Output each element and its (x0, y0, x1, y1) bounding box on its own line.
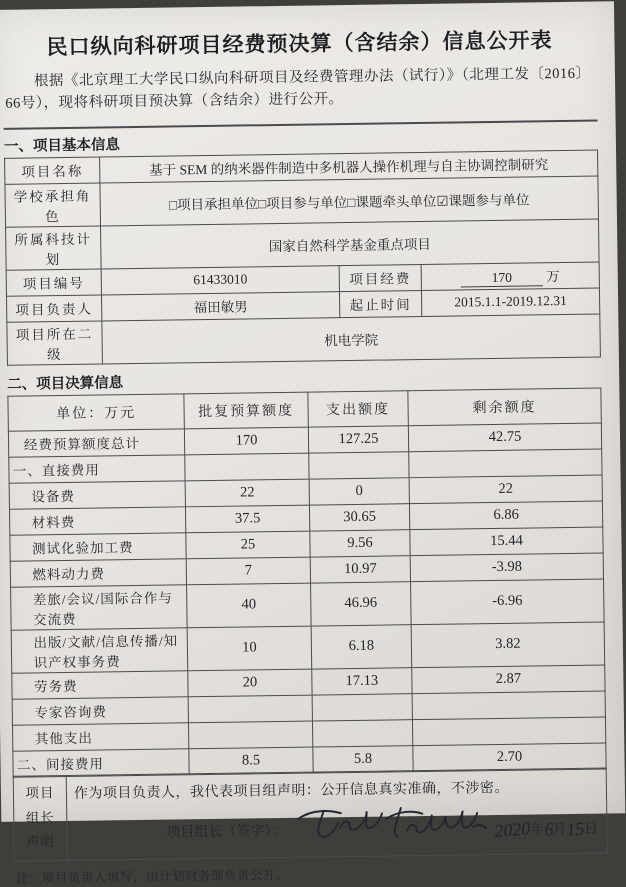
program-value: 国家自然科学基金重点项目 (101, 219, 600, 269)
page-title: 民口纵向科研项目经费预决算（含结余）信息公开表 (46, 28, 553, 60)
paper-sheet (0, 1, 625, 886)
spent-value: 30.65 (309, 503, 409, 530)
remaining-header: 剩余额度 (408, 388, 601, 426)
declaration-row (13, 768, 607, 861)
intro-paragraph: 根据《北京理工大学民口纵向科研项目及经费管理办法（试行）》（北理工发〔2016〕66号），现将科研项目预决算（含结余）进行公开。 (5, 65, 591, 112)
approved-budget-value: 10 (187, 626, 312, 671)
spent-value: 46.96 (311, 581, 412, 625)
funding-label: 项目经费 (339, 264, 421, 291)
section2-heading: 二、项目决算信息 (7, 374, 124, 393)
spent-value (312, 693, 412, 720)
leader-label: 项目负责人 (6, 294, 101, 321)
handwritten-signature (287, 799, 493, 850)
budget-row-label: 测试化验加工费 (10, 532, 186, 560)
approved-budget-value: 22 (185, 479, 309, 507)
spent-value (312, 719, 412, 746)
project-number-label: 项目编号 (6, 268, 101, 295)
school-role-label: 学校承担角色 (5, 182, 101, 226)
basic-info-table (4, 149, 601, 365)
approved-budget-value: 37.5 (185, 505, 309, 533)
program-label: 所属科技计划 (6, 225, 102, 269)
declaration-label-line: 组长 (25, 809, 55, 826)
spent-header: 支出额度 (308, 390, 408, 426)
period-label: 起止时间 (339, 290, 421, 317)
unit-value: 机电学院 (102, 314, 601, 364)
approved-budget-value (188, 721, 312, 749)
budget-row-label: 一、直接费用 (9, 454, 185, 482)
remaining-value (412, 690, 605, 719)
approved-budget-value (188, 695, 312, 723)
declaration-table (13, 767, 608, 861)
remaining-value: -6.96 (411, 578, 605, 624)
approved-budget-value: 170 (184, 427, 308, 455)
remaining-value: 3.82 (411, 621, 605, 667)
section1-heading: 一、项目基本信息 (4, 119, 598, 157)
project-name-value: 基于 SEM 的纳米器件制造中多机器人操作机理与自主协调控制研究 (100, 150, 598, 183)
funding-amount: 170 (461, 269, 543, 287)
spent-value (309, 451, 409, 478)
handwritten-year: 2020 (493, 818, 532, 842)
budget-row-label: 燃料动力费 (10, 558, 186, 586)
day-unit: 日 (584, 820, 599, 836)
budget-row-label: 经费预算额度总计 (8, 428, 184, 456)
leader-value: 福田敏男 (101, 291, 339, 320)
declaration-statement: 作为项目负责人，我代表项目组声明：公开信息真实准确，不涉密。 (73, 780, 510, 802)
approved-budget-value: 8.5 (189, 747, 313, 775)
project-name-label: 项目名称 (5, 156, 100, 183)
remaining-value: 42.75 (408, 423, 601, 452)
spent-value: 0 (309, 477, 409, 504)
handwritten-day: 15 (565, 818, 586, 840)
school-role-options: □项目承担单位□项目参与单位□课题牵头单位☑课题参与单位 (100, 176, 599, 226)
approved-budget-header: 批复预算额度 (184, 392, 308, 429)
budget-row-label: 出版/文献/信息传播/知识产权事务费 (11, 627, 188, 672)
funding-value-cell (421, 262, 599, 290)
footnote: 注：项目负责人填写，由计划财务部负责公开。 (16, 867, 290, 886)
spent-value: 17.13 (312, 667, 412, 694)
signature-row (166, 798, 598, 850)
declaration-label-line: 声明 (26, 834, 56, 851)
funding-unit: 万 (546, 268, 560, 284)
table-row (7, 314, 601, 365)
approved-budget-value (185, 453, 309, 481)
remaining-value: 6.86 (409, 500, 602, 529)
spent-value: 9.56 (310, 529, 410, 556)
budget-table (7, 387, 606, 777)
month-unit: 月 (552, 821, 567, 837)
year-unit: 年 (530, 821, 545, 837)
spent-value: 5.8 (313, 745, 413, 772)
budget-unit-header: 单位：万元 (8, 393, 184, 430)
period-value: 2015.1.1-2019.12.31 (421, 288, 599, 316)
remaining-value (412, 716, 605, 745)
remaining-value: 15.44 (410, 526, 603, 555)
approved-budget-value: 25 (186, 531, 310, 559)
budget-row-label: 其他支出 (12, 722, 188, 750)
declaration-label-line: 项目 (25, 784, 55, 801)
spent-value: 6.18 (311, 624, 412, 668)
budget-row-label: 差旅/会议/国际合作与交流费 (11, 584, 188, 629)
handwritten-month: 6 (542, 818, 554, 840)
spent-value: 127.25 (308, 425, 408, 452)
spent-value: 10.97 (310, 555, 410, 582)
budget-row-label: 二、间接费用 (13, 748, 189, 776)
sign-label: 项目组长（签字）： (166, 823, 286, 841)
remaining-value: 2.70 (413, 742, 606, 771)
budget-row-label: 材料费 (9, 506, 185, 534)
remaining-value (409, 449, 602, 478)
declaration-label (13, 776, 67, 862)
remaining-value: 2.87 (412, 664, 605, 693)
budget-row-label: 劳务费 (12, 670, 188, 698)
remaining-value: -3.98 (410, 552, 603, 581)
budget-row-label: 设备费 (9, 480, 185, 508)
declaration-content (66, 768, 607, 861)
approved-budget-value: 40 (187, 583, 312, 628)
remaining-value: 22 (409, 474, 602, 503)
approved-budget-value: 7 (186, 557, 310, 585)
approved-budget-value: 20 (188, 669, 312, 697)
budget-row-label: 专家咨询费 (12, 696, 188, 724)
project-number-value: 61433010 (101, 265, 339, 294)
unit-label: 项目所在二级 (7, 320, 103, 364)
